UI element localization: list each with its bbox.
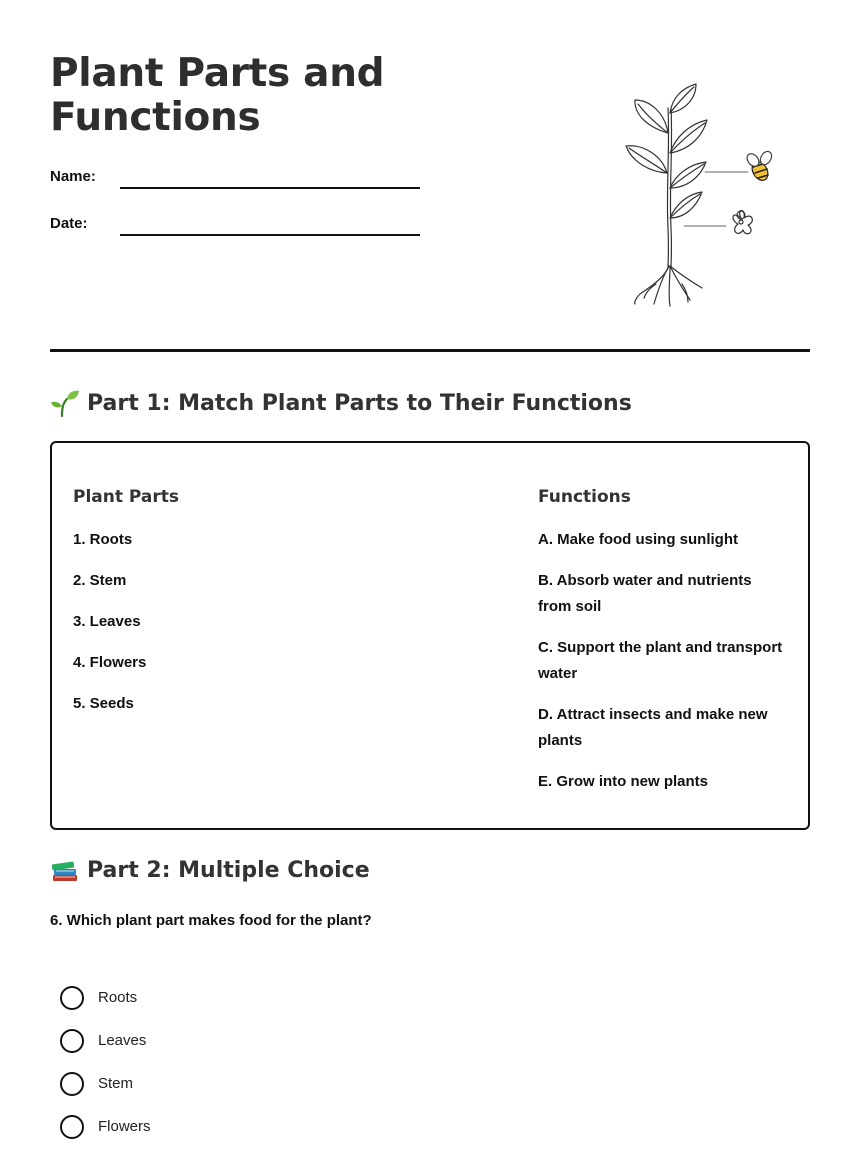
function-item: B. Absorb water and nutrients from soil: [538, 572, 752, 615]
matching-box: [50, 441, 810, 830]
radio-button[interactable]: [60, 1029, 84, 1053]
plant-parts-heading: Plant Parts: [73, 487, 180, 507]
date-input-line[interactable]: [120, 234, 420, 236]
title-line-1: Plant Parts and: [50, 51, 385, 96]
option-flowers[interactable]: [60, 1105, 151, 1148]
date-label: Date:: [50, 215, 88, 232]
part1-heading: [50, 388, 632, 418]
name-input-line[interactable]: [120, 187, 420, 189]
option-label: Roots: [98, 989, 138, 1006]
title-line-2: Functions: [50, 95, 261, 140]
function-item: D. Attract insects and make new plants: [538, 706, 768, 749]
part2-title: Part 2: Multiple Choice: [87, 857, 370, 883]
books-icon: [50, 855, 80, 885]
part2-heading: [50, 855, 370, 885]
functions-column: [538, 487, 788, 810]
option-roots[interactable]: [60, 976, 151, 1019]
option-label: Leaves: [98, 1032, 147, 1049]
radio-button[interactable]: [60, 1072, 84, 1096]
radio-button[interactable]: [60, 986, 84, 1010]
plant-part-item: 5. Seeds: [73, 695, 134, 712]
plant-part-item: 1. Roots: [73, 531, 133, 548]
radio-button[interactable]: [60, 1115, 84, 1139]
question-6: 6. Which plant part makes food for the plant?: [50, 912, 372, 929]
plant-part-item: 2. Stem: [73, 572, 127, 589]
name-label: Name:: [50, 168, 96, 185]
option-stem[interactable]: [60, 1062, 151, 1105]
answer-options: [60, 976, 151, 1148]
worksheet-title: [50, 52, 470, 140]
function-item: C. Support the plant and transport water: [538, 639, 783, 682]
functions-heading: Functions: [538, 487, 631, 507]
function-item: A. Make food using sunlight: [538, 531, 738, 548]
option-leaves[interactable]: [60, 1019, 151, 1062]
seedling-icon: [50, 388, 80, 418]
option-label: Flowers: [98, 1118, 151, 1135]
plant-illustration-icon: [610, 78, 790, 314]
header-divider: [50, 349, 810, 352]
date-field[interactable]: [50, 215, 470, 262]
plant-parts-column: [73, 487, 453, 732]
plant-part-item: 3. Leaves: [73, 613, 141, 630]
name-field[interactable]: [50, 168, 470, 215]
plant-part-item: 4. Flowers: [73, 654, 147, 671]
worksheet-header: [50, 52, 470, 262]
function-item: E. Grow into new plants: [538, 773, 709, 790]
part1-title: Part 1: Match Plant Parts to Their Functions: [87, 390, 632, 416]
option-label: Stem: [98, 1075, 134, 1092]
